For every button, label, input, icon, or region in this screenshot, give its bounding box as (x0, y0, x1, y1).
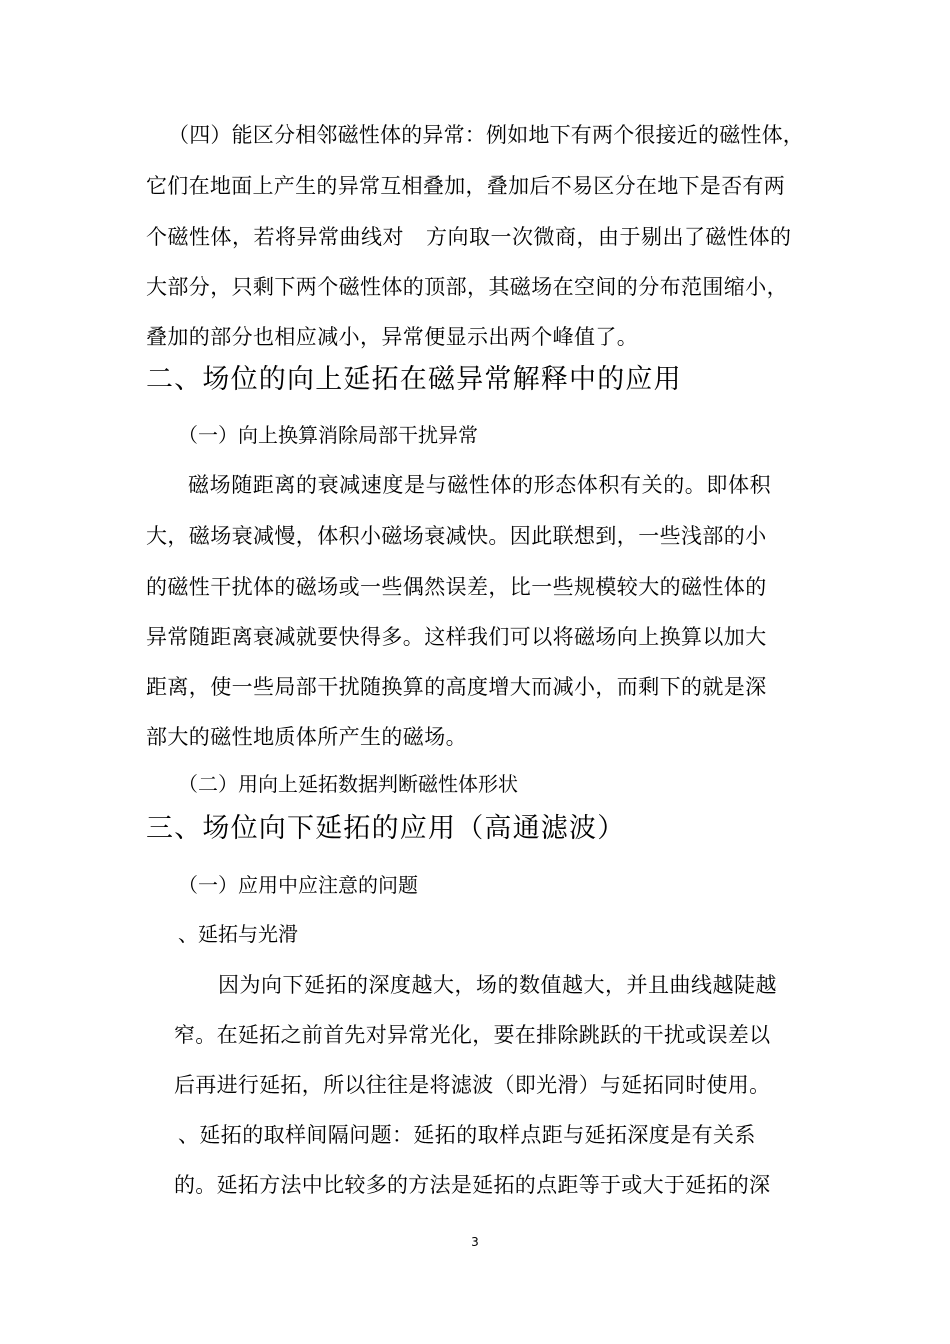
h2-para-line-5: 距离，使一些局部干扰随换算的高度增大而减小，而剩下的就是深 (146, 675, 767, 699)
sec4-line-2: 它们在地面上产生的异常互相叠加，叠加后不易区分在地下是否有两 (146, 174, 785, 198)
h2-para-line-6: 部大的磁性地质体所产生的磁场。 (146, 725, 467, 749)
h3-para1-line-1: 因为向下延拓的深度越大，场的数值越大，并且曲线越陡越 (218, 973, 777, 997)
h3-para1-line-2: 窄。在延拓之前首先对异常光化，要在排除跳跃的干扰或误差以 (174, 1023, 771, 1047)
sec4-line-3a: 个磁性体，若将异常曲线对 (146, 225, 404, 249)
sec4-line-4: 大部分，只剩下两个磁性体的顶部，其磁场在空间的分布范围缩小， (146, 275, 788, 299)
h3-para1-line-3: 后再进行延拓，所以往往是将滤波（即光滑）与延拓同时使用。 (174, 1073, 771, 1097)
item-3-2-line-1: 、延拓的取样间隔问题：延拓的取样点距与延拓深度是有关系 (178, 1123, 756, 1147)
section-heading-3: 三、场位向下延拓的应用（高通滤波） (146, 813, 626, 844)
section-heading-2: 二、场位的向上延拓在磁异常解释中的应用 (146, 364, 682, 395)
h2-para-line-4: 异常随距离衰减就要快得多。这样我们可以将磁场向上换算以加大 (146, 625, 767, 649)
item-3-1-title: 、延拓与光滑 (178, 922, 298, 946)
page-number: 3 (471, 1235, 479, 1249)
sec4-line-3 (146, 227, 792, 248)
item-3-2-line-2: 的。延拓方法中比较多的方法是延拓的点距等于或大于延拓的深 (174, 1173, 771, 1197)
sec4-line-5: 叠加的部分也相应减小，异常便显示出两个峰值了。 (146, 325, 639, 349)
subheading-2-2: （二）用向上延拓数据判断磁性体形状 (178, 772, 518, 796)
subheading-3-1: （一）应用中应注意的问题 (178, 873, 418, 897)
subheading-2-1: （一）向上换算消除局部干扰异常 (178, 423, 478, 447)
h2-para-line-3: 的磁性干扰体的磁场或一些偶然误差，比一些规模较大的磁性体的 (146, 575, 767, 599)
sec4-line-3b: 方向取一次微商，由于剔出了磁性体的 (426, 225, 792, 249)
sec4-line-1: （四）能区分相邻磁性体的异常：例如地下有两个很接近的磁性体， (168, 123, 804, 147)
h2-para-line-1: 磁场随距离的衰减速度是与磁性体的形态体积有关的。即体积 (188, 473, 772, 497)
h2-para-line-2: 大，磁场衰减慢，体积小磁场衰减快。因此联想到，一些浅部的小 (146, 524, 767, 548)
